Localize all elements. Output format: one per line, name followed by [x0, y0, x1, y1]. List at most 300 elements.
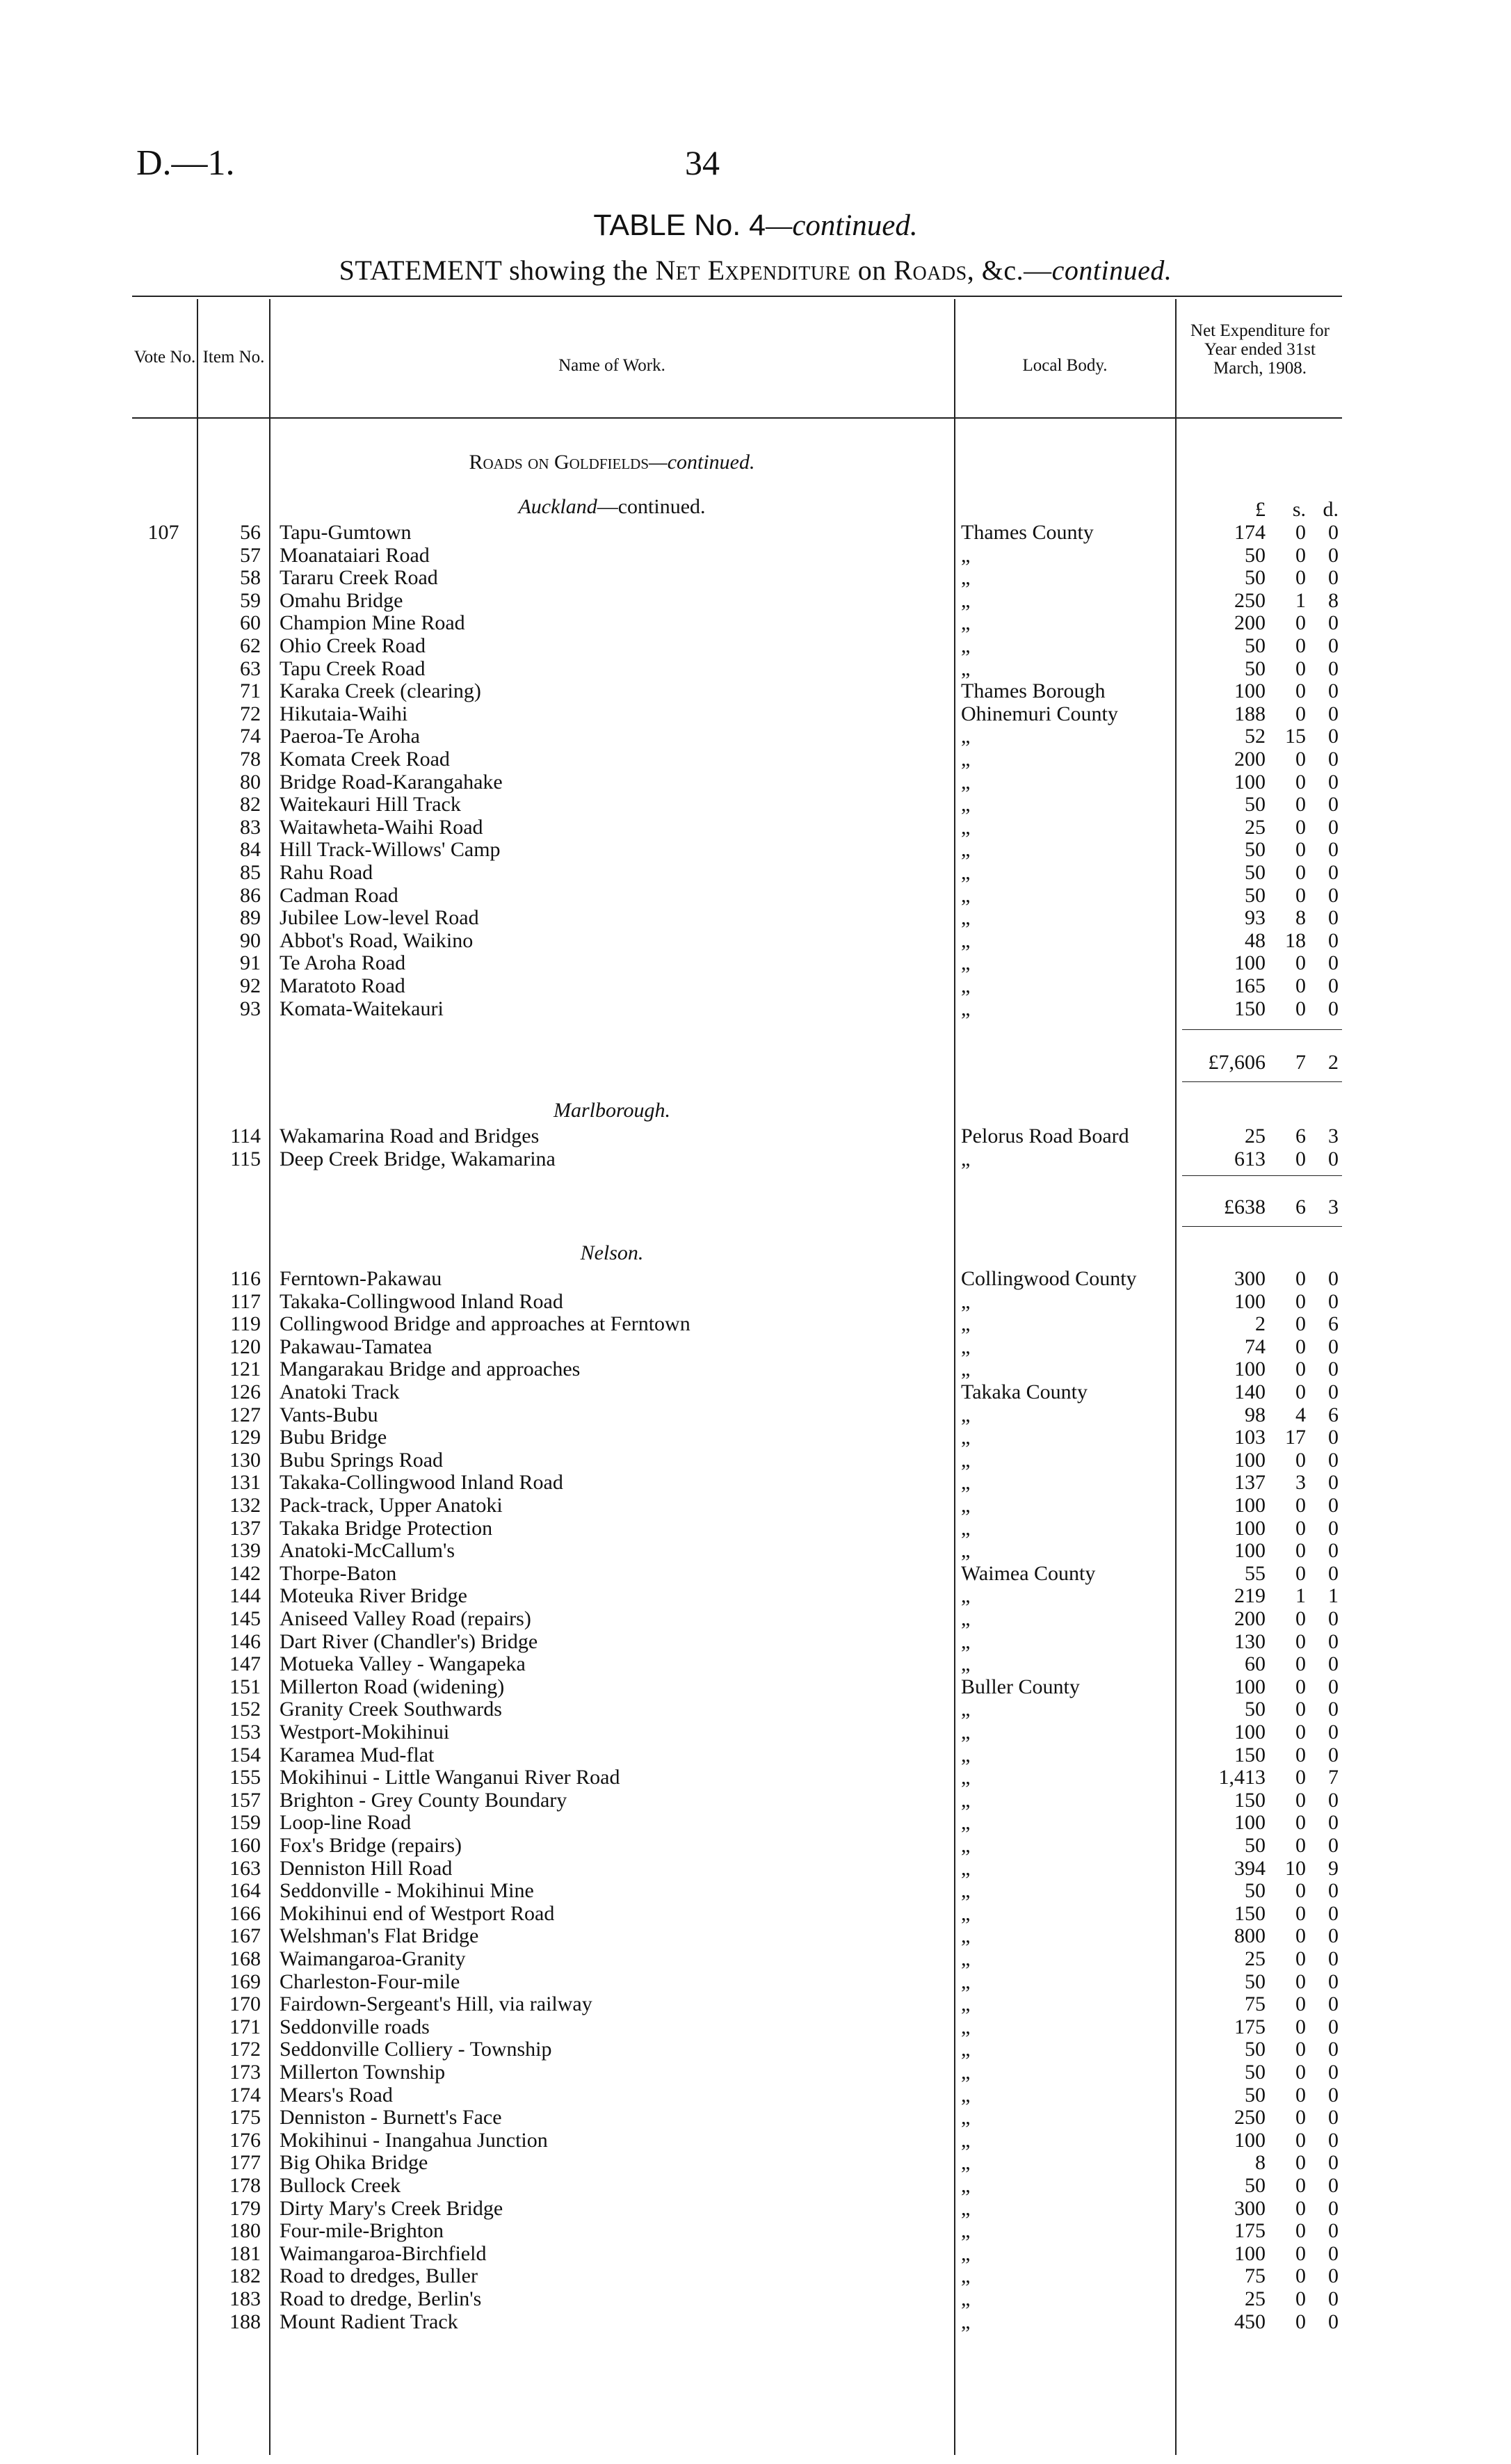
work-name: Omahu Bridge [280, 589, 403, 612]
shillings: 0 [1295, 1448, 1306, 1472]
work-name: Moanataiari Road [280, 544, 430, 567]
item-number: 117 [230, 1289, 261, 1313]
item-number: 164 [229, 1879, 261, 1903]
pounds: 100 [1234, 1516, 1266, 1540]
pounds: 2 [1255, 1312, 1266, 1336]
subtitle-part: Net Expenditure [655, 255, 851, 286]
shillings: 0 [1295, 1834, 1306, 1857]
table-row [0, 2107, 1511, 2129]
work-name: Anatoki Track [280, 1381, 400, 1403]
subtitle-part: on [850, 255, 894, 286]
work-name: Tararu Creek Road [280, 567, 438, 590]
pounds: 50 [1245, 1970, 1266, 1993]
item-number: 72 [240, 702, 261, 725]
local-body: „ [961, 635, 971, 657]
shillings: 0 [1295, 543, 1306, 567]
shillings: 0 [1295, 997, 1306, 1020]
shillings: 0 [1295, 861, 1306, 884]
pence: 0 [1328, 2287, 1339, 2310]
local-body: „ [961, 589, 971, 612]
item-number: 175 [229, 2106, 261, 2129]
item-number: 131 [229, 1471, 261, 1495]
pence: 0 [1328, 1924, 1339, 1948]
local-body: „ [961, 1585, 971, 1608]
table-row [0, 1381, 1511, 1404]
local-body: „ [961, 1698, 971, 1721]
subtitle-part: STATEMENT showing the [339, 255, 656, 286]
work-name: Te Aroha Road [280, 952, 406, 975]
local-body: „ [961, 1721, 971, 1744]
pence: 0 [1328, 702, 1339, 725]
local-body: „ [961, 1358, 971, 1381]
local-body: „ [961, 1857, 971, 1880]
table-row [0, 2288, 1511, 2311]
work-name: Abbot's Road, Waikino [280, 929, 474, 952]
shillings: 0 [1295, 1970, 1306, 1993]
pence: 0 [1328, 1426, 1339, 1449]
work-name: Pack-track, Upper Anatoki [280, 1495, 503, 1517]
local-body: „ [961, 1495, 971, 1517]
local-body: „ [961, 1948, 971, 1970]
pounds: 50 [1245, 543, 1266, 567]
work-name: Cadman Road [280, 884, 398, 907]
pence: 0 [1328, 1471, 1339, 1495]
shillings: 0 [1295, 1947, 1306, 1970]
item-number: 92 [240, 974, 261, 997]
pence: 0 [1328, 1289, 1339, 1313]
item-number: 57 [240, 543, 261, 567]
work-name: Komata-Waitekauri [280, 997, 444, 1020]
pence: 0 [1328, 2106, 1339, 2129]
item-number: 62 [240, 634, 261, 657]
item-number: 80 [240, 770, 261, 794]
shillings: 0 [1295, 611, 1306, 635]
pounds: 100 [1234, 951, 1266, 975]
section-heading [271, 451, 953, 474]
local-body: „ [961, 748, 971, 771]
pounds: 140 [1234, 1380, 1266, 1403]
pounds: 137 [1234, 1471, 1266, 1495]
item-number: 179 [229, 2196, 261, 2220]
pence: 0 [1328, 566, 1339, 590]
table-row [0, 998, 1511, 1021]
work-name: Waimangaroa-Birchfield [280, 2242, 487, 2265]
local-body: „ [961, 2288, 971, 2310]
local-body: „ [961, 1925, 971, 1948]
pence: 0 [1328, 1947, 1339, 1970]
table-row [0, 1585, 1511, 1608]
pence: 0 [1328, 1970, 1339, 1993]
item-number: 177 [229, 2151, 261, 2175]
pence: 0 [1328, 2196, 1339, 2220]
header-net-expenditure: Net Expenditure for Year ended 31st March, 1908. [1190, 321, 1330, 378]
item-number: 116 [230, 1267, 261, 1290]
pounds: 100 [1234, 1721, 1266, 1744]
item-number: 63 [240, 657, 261, 680]
table-row [0, 2175, 1511, 2198]
local-body: „ [961, 1148, 971, 1170]
district-heading-nelson [271, 1241, 953, 1265]
pence: 0 [1328, 679, 1339, 703]
item-number: 147 [229, 1652, 261, 1676]
local-body: „ [961, 567, 971, 590]
pounds: 150 [1234, 1901, 1266, 1925]
currency-pounds-label: £ [1255, 498, 1266, 521]
pounds: 100 [1234, 1539, 1266, 1563]
local-body: Collingwood County [961, 1268, 1137, 1290]
pounds: 100 [1234, 1289, 1266, 1313]
local-body: „ [961, 1426, 971, 1449]
section-heading-main: Roads on Goldfields [469, 451, 649, 474]
pounds: 25 [1245, 815, 1266, 839]
table-row [0, 839, 1511, 862]
pounds: 200 [1234, 748, 1266, 771]
work-name: Waimangaroa-Granity [280, 1948, 466, 1970]
pounds: 175 [1234, 2219, 1266, 2243]
table-row [0, 1835, 1511, 1858]
pounds: 150 [1234, 1743, 1266, 1766]
local-body: Buller County [961, 1675, 1080, 1698]
local-body: „ [961, 1449, 971, 1472]
pence: 0 [1328, 1380, 1339, 1403]
pounds: 219 [1234, 1584, 1266, 1608]
local-body: „ [961, 929, 971, 952]
table-row [0, 1925, 1511, 1948]
table-row [0, 1744, 1511, 1767]
pence: 0 [1328, 657, 1339, 680]
local-body: „ [961, 2265, 971, 2288]
table-row [0, 1789, 1511, 1812]
work-name: Welshman's Flat Bridge [280, 1925, 479, 1948]
work-name: Westport-Mokihinui [280, 1721, 450, 1744]
work-name: Seddonville - Mokihinui Mine [280, 1880, 534, 1903]
item-number: 152 [229, 1698, 261, 1721]
work-name: Hill Track-Willows' Camp [280, 839, 501, 862]
local-body: „ [961, 975, 971, 997]
pounds: 50 [1245, 793, 1266, 816]
table-row [0, 1268, 1511, 1291]
shillings: 0 [1295, 1516, 1306, 1540]
item-number: 142 [229, 1561, 261, 1585]
pence: 1 [1328, 1584, 1339, 1608]
local-body: „ [961, 997, 971, 1020]
pence: 0 [1328, 543, 1339, 567]
pounds: 450 [1234, 2310, 1266, 2333]
subtotal-rule [1182, 1226, 1342, 1227]
shillings: 0 [1295, 838, 1306, 862]
pounds: 200 [1234, 611, 1266, 635]
local-body: „ [961, 839, 971, 862]
pence: 0 [1328, 611, 1339, 635]
local-body: Takaka County [961, 1381, 1088, 1403]
work-name: Dirty Mary's Creek Bridge [280, 2197, 503, 2220]
pounds: 50 [1245, 838, 1266, 862]
shillings: 0 [1295, 1494, 1306, 1517]
local-body: „ [961, 1835, 971, 1857]
work-name: Dart River (Chandler's) Bridge [280, 1630, 538, 1653]
item-number: 182 [229, 2264, 261, 2288]
shillings: 0 [1295, 1561, 1306, 1585]
pounds: 98 [1245, 1403, 1266, 1426]
pence: 0 [1328, 2241, 1339, 2265]
table-row [0, 1698, 1511, 1721]
pence: 0 [1328, 1834, 1339, 1857]
shillings: 0 [1295, 679, 1306, 703]
shillings: 0 [1295, 2241, 1306, 2265]
work-name: Bullock Creek [280, 2175, 401, 2197]
work-name: Motueka Valley - Wangapeka [280, 1653, 526, 1676]
pence: 0 [1328, 1675, 1339, 1698]
work-name: Mokihinui - Inangahua Junction [280, 2129, 548, 2152]
work-name: Millerton Road (widening) [280, 1675, 505, 1698]
table-row [0, 748, 1511, 771]
work-name: Tapu-Gumtown [280, 522, 412, 544]
pounds: 74 [1245, 1335, 1266, 1358]
local-body: „ [961, 2084, 971, 2107]
total-pence: 2 [1328, 1051, 1339, 1074]
table-row [0, 1608, 1511, 1631]
table-row [0, 1148, 1511, 1171]
shillings: 1 [1295, 588, 1306, 612]
table-row [0, 1563, 1511, 1586]
table-row [0, 1653, 1511, 1676]
local-body: „ [961, 2242, 971, 2265]
table-row [0, 930, 1511, 953]
shillings: 0 [1295, 2151, 1306, 2175]
item-number: 56 [240, 521, 261, 544]
pence: 0 [1328, 1335, 1339, 1358]
pounds: 174 [1234, 521, 1266, 544]
work-name: Seddonville Colliery - Township [280, 2038, 552, 2061]
item-number: 172 [229, 2038, 261, 2061]
shillings: 18 [1285, 928, 1306, 952]
local-body: „ [961, 1313, 971, 1336]
table-row [0, 1948, 1511, 1971]
subtitle-part: Roads [894, 255, 967, 286]
header-bottom-rule [132, 417, 1342, 419]
pounds: 50 [1245, 566, 1266, 590]
pounds: 100 [1234, 2241, 1266, 2265]
work-name: Takaka Bridge Protection [280, 1517, 493, 1540]
total-shillings: 7 [1295, 1051, 1306, 1074]
table-row [0, 1358, 1511, 1381]
local-body: „ [961, 771, 971, 794]
table-title-main: TABLE No. 4 [593, 209, 766, 242]
shillings: 10 [1285, 1856, 1306, 1880]
pence: 0 [1328, 725, 1339, 748]
local-body: „ [961, 657, 971, 680]
pence: 0 [1328, 1879, 1339, 1903]
table-row [0, 1903, 1511, 1926]
item-number: 129 [229, 1426, 261, 1449]
item-number: 153 [229, 1721, 261, 1744]
table-row [0, 2243, 1511, 2266]
table-top-rule [132, 296, 1342, 297]
shillings: 0 [1295, 2061, 1306, 2084]
work-name: Jubilee Low-level Road [280, 907, 479, 930]
shillings: 3 [1295, 1471, 1306, 1495]
local-body: „ [961, 2129, 971, 2152]
pence: 0 [1328, 1267, 1339, 1290]
table-row [0, 1426, 1511, 1449]
local-body: „ [961, 1993, 971, 2016]
local-body: „ [961, 952, 971, 975]
work-name: Bridge Road-Karangahake [280, 771, 503, 794]
district-heading-marlborough [271, 1099, 953, 1122]
shillings: 8 [1295, 906, 1306, 930]
pounds: 100 [1234, 679, 1266, 703]
pounds: 75 [1245, 1992, 1266, 2016]
work-name: Champion Mine Road [280, 612, 465, 635]
work-name: Denniston Hill Road [280, 1857, 453, 1880]
work-name: Brighton - Grey County Boundary [280, 1789, 567, 1812]
pounds: 200 [1234, 1607, 1266, 1630]
local-body: Waimea County [961, 1562, 1096, 1585]
item-number: 145 [229, 1607, 261, 1630]
work-name: Thorpe-Baton [280, 1562, 397, 1585]
table-subtitle [0, 254, 1511, 287]
pounds: 52 [1245, 725, 1266, 748]
pence: 3 [1328, 1125, 1339, 1148]
currency-shillings-label: s. [1292, 498, 1306, 521]
shillings: 0 [1295, 1766, 1306, 1789]
shillings: 0 [1295, 1147, 1306, 1170]
district-name: Marlborough. [553, 1099, 671, 1122]
pence: 0 [1328, 1698, 1339, 1721]
pence: 0 [1328, 1358, 1339, 1381]
item-number: 166 [229, 1901, 261, 1925]
item-number: 78 [240, 748, 261, 771]
shillings: 0 [1295, 1992, 1306, 2016]
local-body: „ [961, 2310, 971, 2333]
item-number: 93 [240, 997, 261, 1020]
work-name: Anatoki-McCallum's [280, 1540, 455, 1563]
pence: 0 [1328, 1652, 1339, 1676]
item-number: 155 [229, 1766, 261, 1789]
table-row [0, 2061, 1511, 2084]
pounds: 50 [1245, 2083, 1266, 2107]
table-row [0, 2038, 1511, 2061]
item-number: 144 [229, 1584, 261, 1608]
header-vote-no: Vote No. [134, 348, 196, 367]
local-body: „ [961, 2152, 971, 2175]
shillings: 0 [1295, 770, 1306, 794]
shillings: 0 [1295, 566, 1306, 590]
pence: 0 [1328, 1561, 1339, 1585]
table-row [0, 1812, 1511, 1835]
pounds: 100 [1234, 1448, 1266, 1472]
work-name: Ohio Creek Road [280, 635, 426, 657]
table-row [0, 635, 1511, 658]
local-body: „ [961, 907, 971, 930]
subtitle-part: , &c.— [967, 255, 1052, 286]
work-name: Mount Radient Track [280, 2310, 458, 2333]
local-body: „ [961, 1517, 971, 1540]
pounds: 300 [1234, 2196, 1266, 2220]
pounds: 250 [1234, 2106, 1266, 2129]
shillings: 0 [1295, 2083, 1306, 2107]
item-number: 114 [230, 1125, 261, 1148]
item-number: 167 [229, 1924, 261, 1948]
work-name: Millerton Township [280, 2061, 446, 2084]
pounds: 100 [1234, 1675, 1266, 1698]
table-row [0, 1721, 1511, 1744]
pence: 0 [1328, 1494, 1339, 1517]
shillings: 0 [1295, 634, 1306, 657]
pence: 0 [1328, 770, 1339, 794]
table-row [0, 2198, 1511, 2221]
pence: 0 [1328, 1992, 1339, 2016]
table-row [0, 1858, 1511, 1881]
pounds: 1,413 [1218, 1766, 1266, 1789]
shillings: 0 [1295, 2038, 1306, 2061]
pence: 0 [1328, 906, 1339, 930]
auckland-total [0, 1052, 1511, 1074]
pence: 0 [1328, 634, 1339, 657]
table-row [0, 1291, 1511, 1314]
table-row [0, 771, 1511, 794]
table-row [0, 612, 1511, 635]
pence: 0 [1328, 2083, 1339, 2107]
shillings: 0 [1295, 951, 1306, 975]
shillings: 0 [1295, 883, 1306, 907]
table-row [0, 1495, 1511, 1517]
table-row [0, 1404, 1511, 1427]
work-name: Big Ohika Bridge [280, 2152, 428, 2175]
shillings: 0 [1295, 2015, 1306, 2038]
pounds: 25 [1245, 2287, 1266, 2310]
item-number: 84 [240, 838, 261, 862]
shillings: 0 [1295, 974, 1306, 997]
shillings: 0 [1295, 1698, 1306, 1721]
local-body: „ [961, 1630, 971, 1653]
work-name: Karamea Mud-flat [280, 1744, 435, 1766]
subtitle-part: continued. [1051, 255, 1172, 286]
table-row [0, 1676, 1511, 1699]
pounds: 165 [1234, 974, 1266, 997]
work-name: Karaka Creek (clearing) [280, 680, 481, 703]
shillings: 0 [1295, 1289, 1306, 1313]
total-pounds: £638 [1224, 1195, 1266, 1218]
shillings: 0 [1295, 521, 1306, 544]
table-row [0, 975, 1511, 998]
table-row [0, 1971, 1511, 1994]
local-body: „ [961, 794, 971, 816]
pence: 0 [1328, 1516, 1339, 1540]
pounds: 150 [1234, 1788, 1266, 1812]
item-number: 154 [229, 1743, 261, 1766]
shillings: 0 [1295, 815, 1306, 839]
pence: 0 [1328, 861, 1339, 884]
header-item-no: Item No. [202, 348, 265, 367]
table-row [0, 1880, 1511, 1903]
pence: 0 [1328, 974, 1339, 997]
item-number: 163 [229, 1856, 261, 1880]
pence: 0 [1328, 1811, 1339, 1835]
work-name: Ferntown-Pakawau [280, 1268, 442, 1290]
table-row [0, 1449, 1511, 1472]
item-number: 115 [230, 1147, 261, 1170]
pence: 0 [1328, 928, 1339, 952]
item-number: 89 [240, 906, 261, 930]
marlborough-total [0, 1196, 1511, 1219]
local-body: „ [961, 1540, 971, 1563]
table-row [0, 907, 1511, 930]
item-number: 146 [229, 1629, 261, 1653]
shillings: 6 [1295, 1125, 1306, 1148]
work-name: Loop-line Road [280, 1812, 412, 1835]
local-body: „ [961, 2015, 971, 2038]
